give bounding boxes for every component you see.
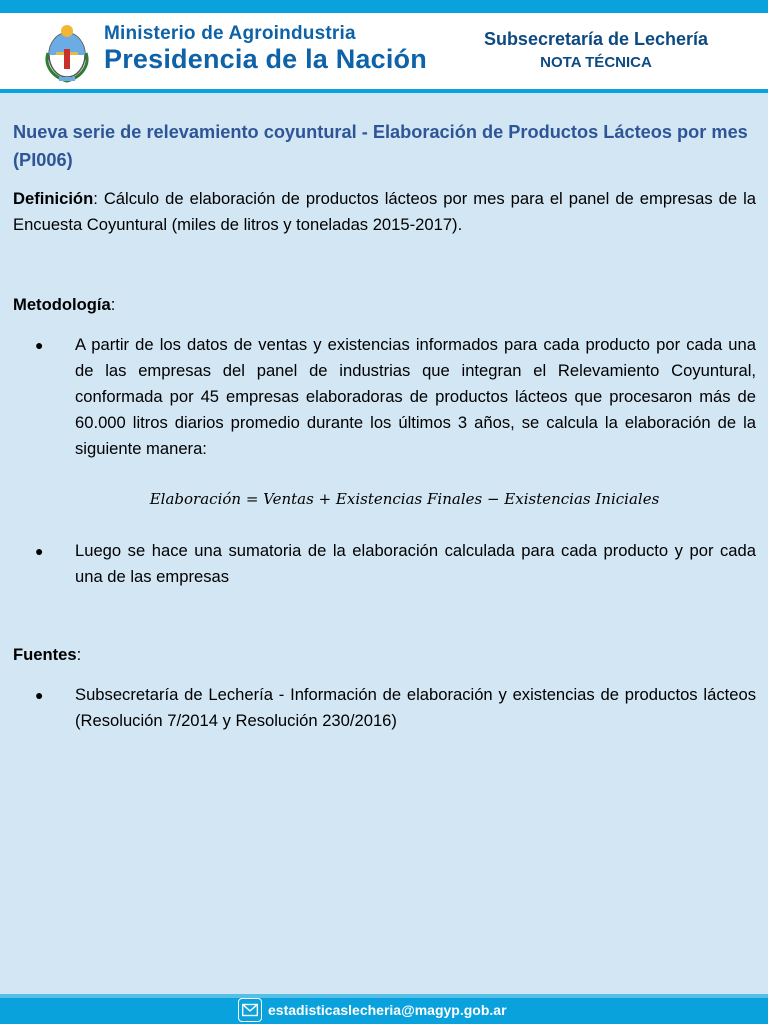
definition-paragraph (13, 186, 756, 238)
bullet-icon: ● (35, 687, 44, 703)
definition-label: Definición (13, 189, 94, 208)
subsecretaria-title: Subsecretaría de Lechería (483, 29, 709, 49)
footer-accent-line (0, 994, 768, 998)
methodology-bullet-2: Luego se hace una sumatoria de la elaboración calculada para cada producto y por cada una de las empresas (75, 541, 756, 586)
sources-label: Fuentes (13, 645, 77, 664)
list-item (13, 538, 756, 590)
ministry-name: Ministerio de Agroindustria (104, 23, 356, 44)
list-item (13, 682, 756, 734)
top-accent-bar (0, 0, 768, 13)
nota-tecnica-label: NOTA TÉCNICA (540, 54, 652, 71)
page-title: Nueva serie de relevamiento coyuntural - Elaboración de Productos Lácteos por mes (PI006) (13, 122, 748, 170)
bullet-icon: ● (35, 337, 44, 353)
document-body (13, 118, 756, 734)
mail-icon (238, 998, 262, 1022)
bullet-icon: ● (35, 543, 44, 559)
formula: Elaboración = Ventas + Existencias Finales − Existencias Iniciales (149, 490, 660, 508)
argentina-coat-of-arms-icon (42, 19, 92, 83)
header-divider (0, 89, 768, 93)
list-item (13, 332, 756, 462)
sources-bullet-1: Subsecretaría de Lechería - Información de elaboración y existencias de productos lácteos (Resolución 7/2014 y Resolución 230/2016) (75, 685, 756, 730)
definition-text: : Cálculo de elaboración de productos lácteos por mes para el panel de empresas de la Encuesta Coyuntural (miles de litros y toneladas 2015-2017). (13, 189, 756, 234)
presidency-name: Presidencia de la Nación (104, 44, 427, 74)
methodology-heading: Metodología: (13, 295, 116, 314)
methodology-bullet-1: A partir de los datos de ventas y existencias informados para cada producto por cada una de las empresas del panel de industrias que integran el Relevamiento Coyuntural, conformada por 45 empresas elaboradoras de productos lácteos que procesaron más de 60.000 litros diarios promedio durante los últimos 3 años, se calcula la elaboración de la siguiente manera: (75, 335, 756, 458)
sources-heading: Fuentes: (13, 645, 82, 664)
contact-email-link[interactable]: estadisticaslecheria@magyp.gob.ar (268, 1002, 507, 1018)
methodology-label: Metodología (13, 295, 111, 314)
document-header (0, 13, 768, 89)
